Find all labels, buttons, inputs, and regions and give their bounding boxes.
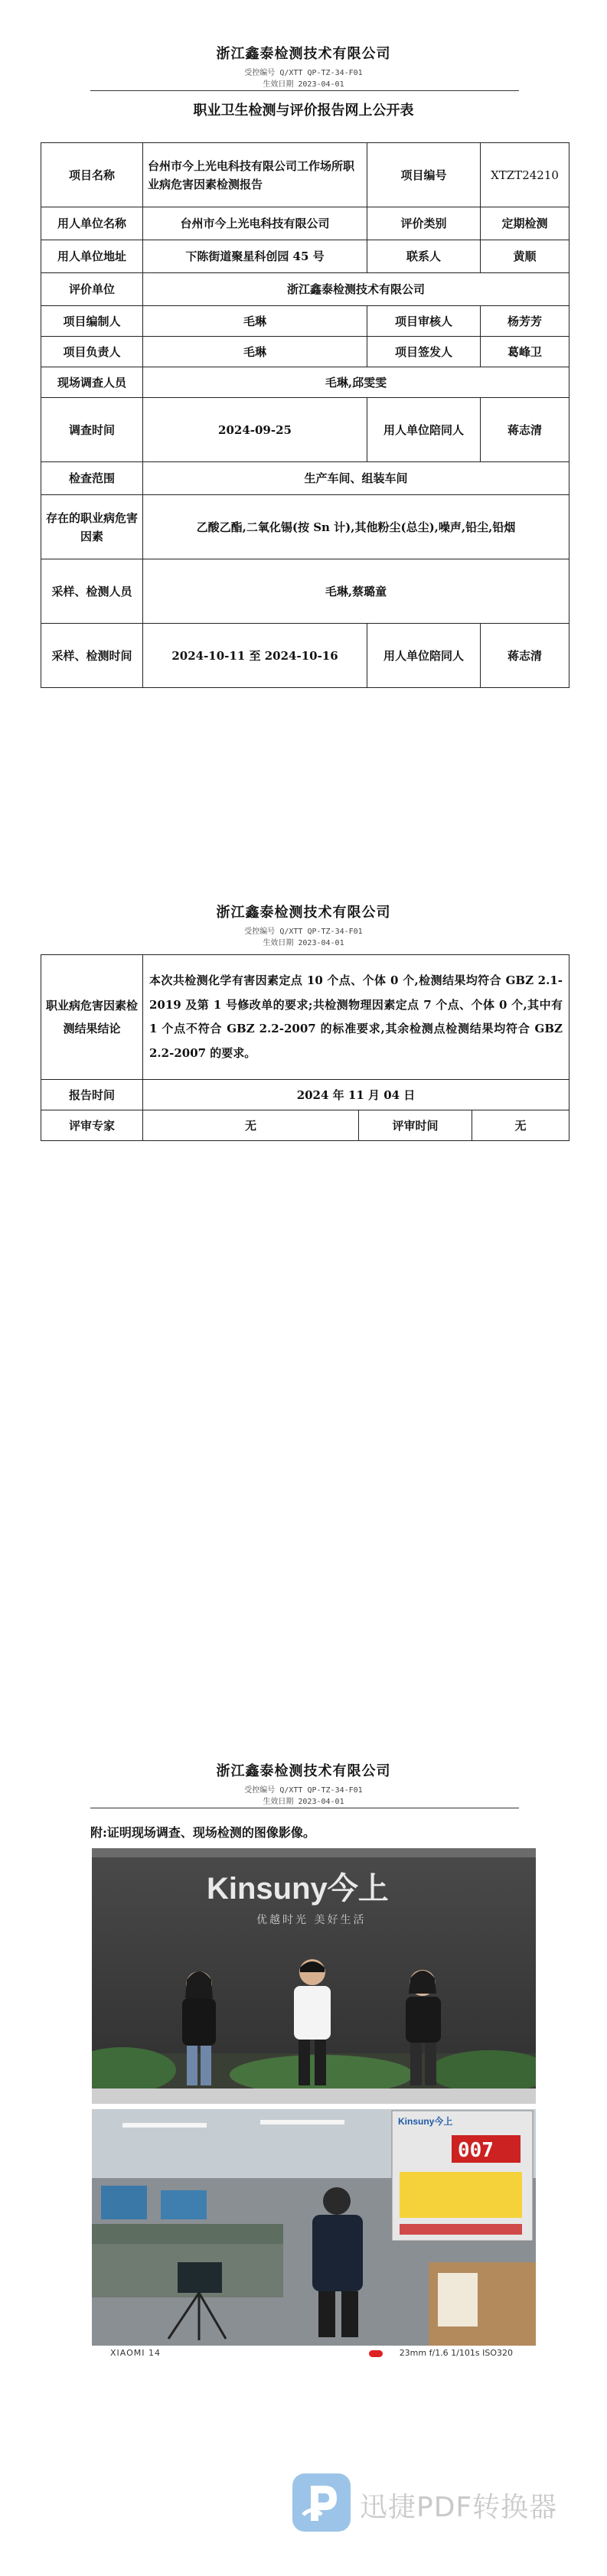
project-name-value: 台州市今上光电科技有限公司工作场所职业病危害因素检测报告: [143, 143, 367, 207]
reviewer-label: 项目审核人: [367, 306, 481, 337]
eval-type-value: 定期检测: [481, 207, 569, 240]
report-time-value: 2024 年 11 月 04 日: [143, 1080, 569, 1110]
survey-time-label: 调查时间: [41, 398, 143, 462]
conclusion-label: 职业病危害因素检测结果结论: [41, 955, 143, 1080]
company-name: 浙江鑫泰检测技术有限公司: [216, 1763, 391, 1779]
sampling-staff-value: 毛琳,蔡璐童: [143, 559, 569, 624]
attachment-note: 附:证明现场调查、现场检测的图像影像。: [90, 1825, 315, 1840]
control-number: 受控编号 Q/XTT QP-TZ-34-F01: [244, 69, 363, 77]
control-number: 受控编号 Q/XTT QP-TZ-34-F01: [244, 928, 363, 936]
site-detection-image: [92, 2109, 536, 2346]
employer-value: 台州市今上光电科技有限公司: [143, 207, 367, 240]
issuer-value: 葛峰卫: [481, 337, 569, 367]
companion-label: 用人单位陪同人: [367, 398, 481, 462]
review-time-label: 评审时间: [359, 1110, 472, 1141]
report-time-label: 报告时间: [41, 1080, 143, 1110]
companion2-label: 用人单位陪同人: [367, 624, 481, 688]
project-no-value: XTZT24210: [481, 143, 569, 207]
expert-value: 无: [143, 1110, 359, 1141]
conclusion-table: [41, 954, 569, 1141]
address-label: 用人单位地址: [41, 240, 143, 273]
sampling-staff-label: 采样、检测人员: [41, 559, 143, 624]
instrument-panel: [392, 2111, 533, 2241]
company-name: 浙江鑫泰检测技术有限公司: [216, 46, 391, 62]
control-number: 受控编号 Q/XTT QP-TZ-34-F01: [244, 1786, 363, 1795]
expert-label: 评审专家: [41, 1110, 143, 1141]
group-photo-image: [92, 1848, 536, 2104]
watermark-text: 迅捷PDF转换器: [360, 2492, 558, 2523]
compiler-label: 项目编制人: [41, 306, 143, 337]
effective-date: 生效日期 2023-04-01: [263, 939, 344, 947]
eval-unit-label: 评价单位: [41, 273, 143, 306]
conclusion-value: 本次共检测化学有害因素定点 10 个点、个体 0 个,检测结果均符合 GBZ 2.1-2019 及第 1 号修改单的要求;共检测物理因素定点 7 个点、个体 0 个,其中有 1 个点不符合 GBZ 2.2-2007 的标准要求,其余检测点检测结果均符合 GBZ 2.2-2007 的要求。: [143, 955, 569, 1080]
hazards-label: 存在的职业病危害因素: [41, 495, 143, 559]
company-name: 浙江鑫泰检测技术有限公司: [216, 905, 391, 921]
sampling-time-value: 2024-10-11 至 2024-10-16: [143, 624, 367, 688]
hazards-value: 乙酸乙酯,二氧化锡(按 Sn 计),其他粉尘(总尘),噪声,铅尘,铅烟: [143, 495, 569, 559]
page-title: 职业卫生检测与评价报告网上公开表: [193, 103, 414, 119]
leader-value: 毛琳: [143, 337, 367, 367]
eval-unit-value: 浙江鑫泰检测技术有限公司: [143, 273, 569, 306]
effective-date: 生效日期 2023-04-01: [263, 1798, 344, 1806]
converter-watermark: [289, 2470, 580, 2539]
employer-label: 用人单位名称: [41, 207, 143, 240]
leica-logo-icon: [369, 2350, 383, 2357]
group-photo: [92, 1848, 536, 2104]
contact-value: 黄顺: [481, 240, 569, 273]
camera-watermark-strip: [92, 2346, 536, 2362]
header-divider: [90, 90, 519, 91]
companion2-value: 蒋志清: [481, 624, 569, 688]
contact-label: 联系人: [367, 240, 481, 273]
sign-logo-text: Kinsuny今上: [207, 1872, 389, 1906]
project-no-label: 项目编号: [367, 143, 481, 207]
scope-label: 检查范围: [41, 462, 143, 495]
effective-date: 生效日期 2023-04-01: [263, 80, 344, 89]
panel-display-number: 007: [458, 2139, 494, 2162]
sign-slogan-text: 优越时光 美好生活: [256, 1914, 367, 1926]
reviewer-value: 杨芳芳: [481, 306, 569, 337]
survey-time-value: 2024-09-25: [143, 398, 367, 462]
project-name-label: 项目名称: [41, 143, 143, 207]
site-investigators-label: 现场调查人员: [41, 367, 143, 398]
address-value: 下陈街道聚星科创园 45 号: [143, 240, 367, 273]
panel-brand-text: Kinsuny今上: [398, 2116, 453, 2127]
eval-type-label: 评价类别: [367, 207, 481, 240]
pdf-app-icon: [289, 2470, 354, 2535]
review-time-value: 无: [472, 1110, 569, 1141]
site-investigators-value: 毛琳,邱雯雯: [143, 367, 569, 398]
compiler-value: 毛琳: [143, 306, 367, 337]
issuer-label: 项目签发人: [367, 337, 481, 367]
camera-model: XIAOMI 14: [110, 2348, 161, 2358]
scope-value: 生产车间、组装车间: [143, 462, 569, 495]
camera-params: 23mm f/1.6 1/101s ISO320: [399, 2348, 513, 2358]
site-detection-photo: [92, 2109, 536, 2346]
companion-value: 蒋志清: [481, 398, 569, 462]
sampling-time-label: 采样、检测时间: [41, 624, 143, 688]
report-info-table: [41, 142, 569, 688]
leader-label: 项目负责人: [41, 337, 143, 367]
